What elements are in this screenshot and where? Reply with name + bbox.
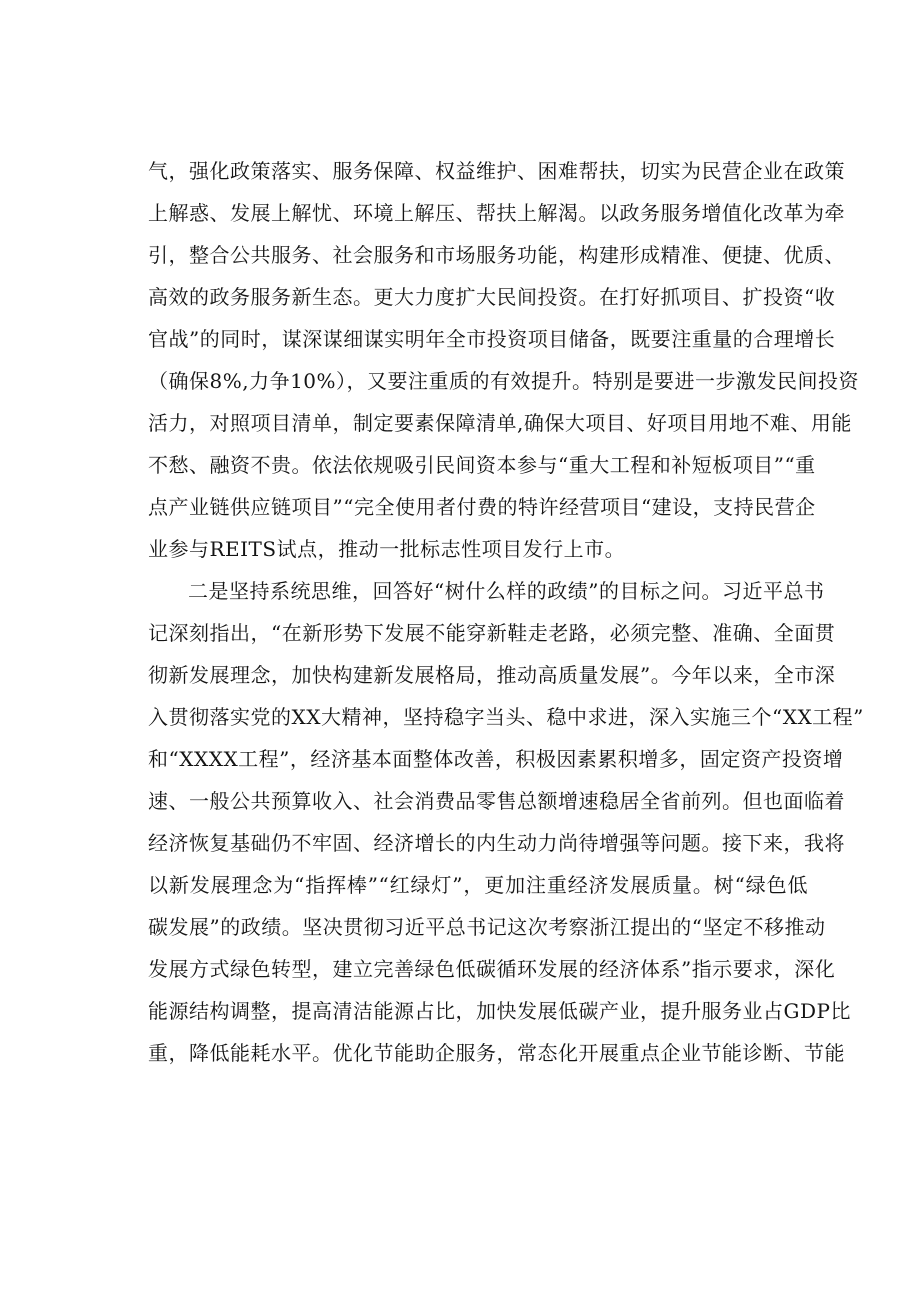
text-line: 重，降低能耗水平。优化节能助企服务，常态化开展重点企业节能诊断、节能 [148,1041,845,1065]
text-line: 不愁、融资不贵。依法依规吸引民间资本参与“重大工程和补短板项目”“重 [148,453,816,477]
text-line: 发展方式绿色转型，建立完善绿色低碳循环发展的经济体系”指示要求，深化 [148,957,836,981]
text-line: （确保8%,力争10%），又要注重质的有效提升。特别是要进一步激发民间投资 [148,369,860,393]
text-line: 上解惑、发展上解忧、环境上解压、帮扶上解渴。以政务服务增值化改革为牵 [148,201,845,225]
text-line: 引，整合公共服务、社会服务和市场服务功能，构建形成精准、便捷、优质、 [148,243,845,267]
text-line: 高效的政务服务新生态。更大力度扩大民间投资。在打好抓项目、扩投资“收 [148,285,836,309]
text-line: 气，强化政策落实、服务保障、权益维护、困难帮扶，切实为民营企业在政策 [148,159,845,183]
text-line: 能源结构调整，提高清洁能源占比，加快发展低碳产业，提升服务业占GDP比 [148,999,851,1023]
document-body [148,150,864,1074]
text-line: 官战”的同时，谋深谋细谋实明年全市投资项目储备，既要注重量的合理增长 [148,327,836,351]
text-line: 和“XXXX工程”，经济基本面整体改善，积极因素累积增多，固定资产投资增 [148,747,844,771]
text-line: 业参与REITS试点，推动一批标志性项目发行上市。 [148,537,626,561]
text-line: 活力，对照项目清单，制定要素保障清单,确保大项目、好项目用地不难、用能 [148,411,852,435]
text-line: 记深刻指出，“在新形势下发展不能穿新鞋走老路，必须完整、准确、全面贯 [148,621,836,645]
text-line: 彻新发展理念，加快构建新发展格局，推动高质量发展”。今年以来，全市深 [148,663,836,687]
text-line: 经济恢复基础仍不牢固、经济增长的内生动力尚待增强等问题。接下来，我将 [148,831,845,855]
text-line: 以新发展理念为“指挥棒”“红绿灯”，更加注重经济发展质量。树“绿色低 [148,873,808,897]
text-line: 点产业链供应链项目”“完全使用者付费的特许经营项目“建设，支持民营企 [148,495,816,519]
text-line: 入贯彻落实党的XX大精神，坚持稳字当头、稳中求进，深入实施三个“XX工程” [148,705,864,729]
text-line: 二是坚持系统思维，回答好“树什么样的政绩”的目标之问。习近平总书 [188,579,825,603]
text-line: 速、一般公共预算收入、社会消费品零售总额增速稳居全省前列。但也面临着 [148,789,845,813]
paragraph-2 [148,570,864,1074]
paragraph-1 [148,150,860,570]
text-line: 碳发展”的政绩。坚决贯彻习近平总书记这次考察浙江提出的“坚定不移推动 [148,915,826,939]
